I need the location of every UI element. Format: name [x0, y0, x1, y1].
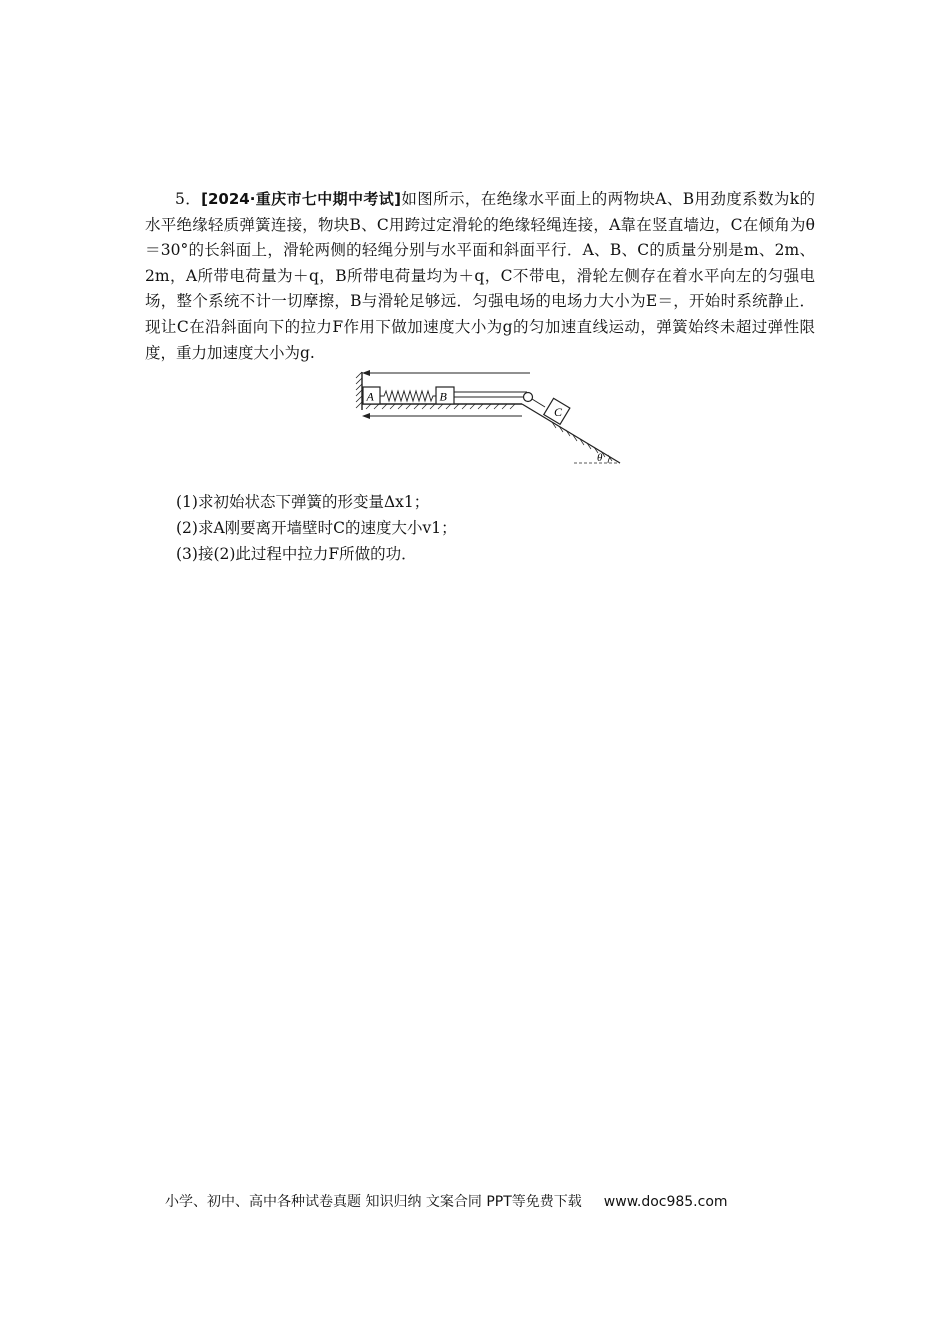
physics-diagram [352, 368, 632, 470]
problem-number: 5． [175, 190, 202, 208]
label-c: C [554, 405, 563, 419]
problem-text [145, 187, 815, 366]
label-a: A [366, 389, 374, 404]
label-theta: θ [597, 452, 603, 464]
pulley [524, 393, 533, 402]
footer [165, 1191, 805, 1211]
question-2: (2)求A刚要离开墙壁时C的速度大小v1； [176, 519, 457, 537]
footer-site: www.doc985.com [603, 1194, 728, 1210]
question-1: (1)求初始状态下弹簧的形变量Δx1； [176, 493, 430, 511]
problem-body: 如图所示，在绝缘水平面上的两物块A、B用劲度系数为k的水平绝缘轻质弹簧连接，物块B、C用跨过定滑轮的绝缘轻绳连接，A靠在竖直墙边，C在倾角为θ＝30°的长斜面上，滑轮两侧的轻绳分别与水平面和斜面平行．A、B、C的质量分别是m、2m、2m，A所带电荷量为＋q，B所带电荷量均为＋q，C不带电，滑轮左侧存在着水平向左的匀强电场，整个系统不计一切摩擦，B与滑轮足够远．匀强电场的电场力大小为E＝，开始时系统静止．现让C在沿斜面向下的拉力F作用下做加速度大小为g的匀加速直线运动，弹簧始终未超过弹性限度，重力加速度大小为g. [145, 190, 815, 362]
problem-source: [2024·重庆市七中期中考试] [201, 190, 401, 208]
question-3: (3)接(2)此过程中拉力F所做的功． [176, 545, 417, 563]
footer-text: 小学、初中、高中各种试卷真题 知识归纳 文案合同 PPT等免费下载 [165, 1194, 582, 1210]
questions-list [176, 489, 816, 567]
label-b: B [439, 389, 447, 404]
spring [380, 391, 436, 401]
